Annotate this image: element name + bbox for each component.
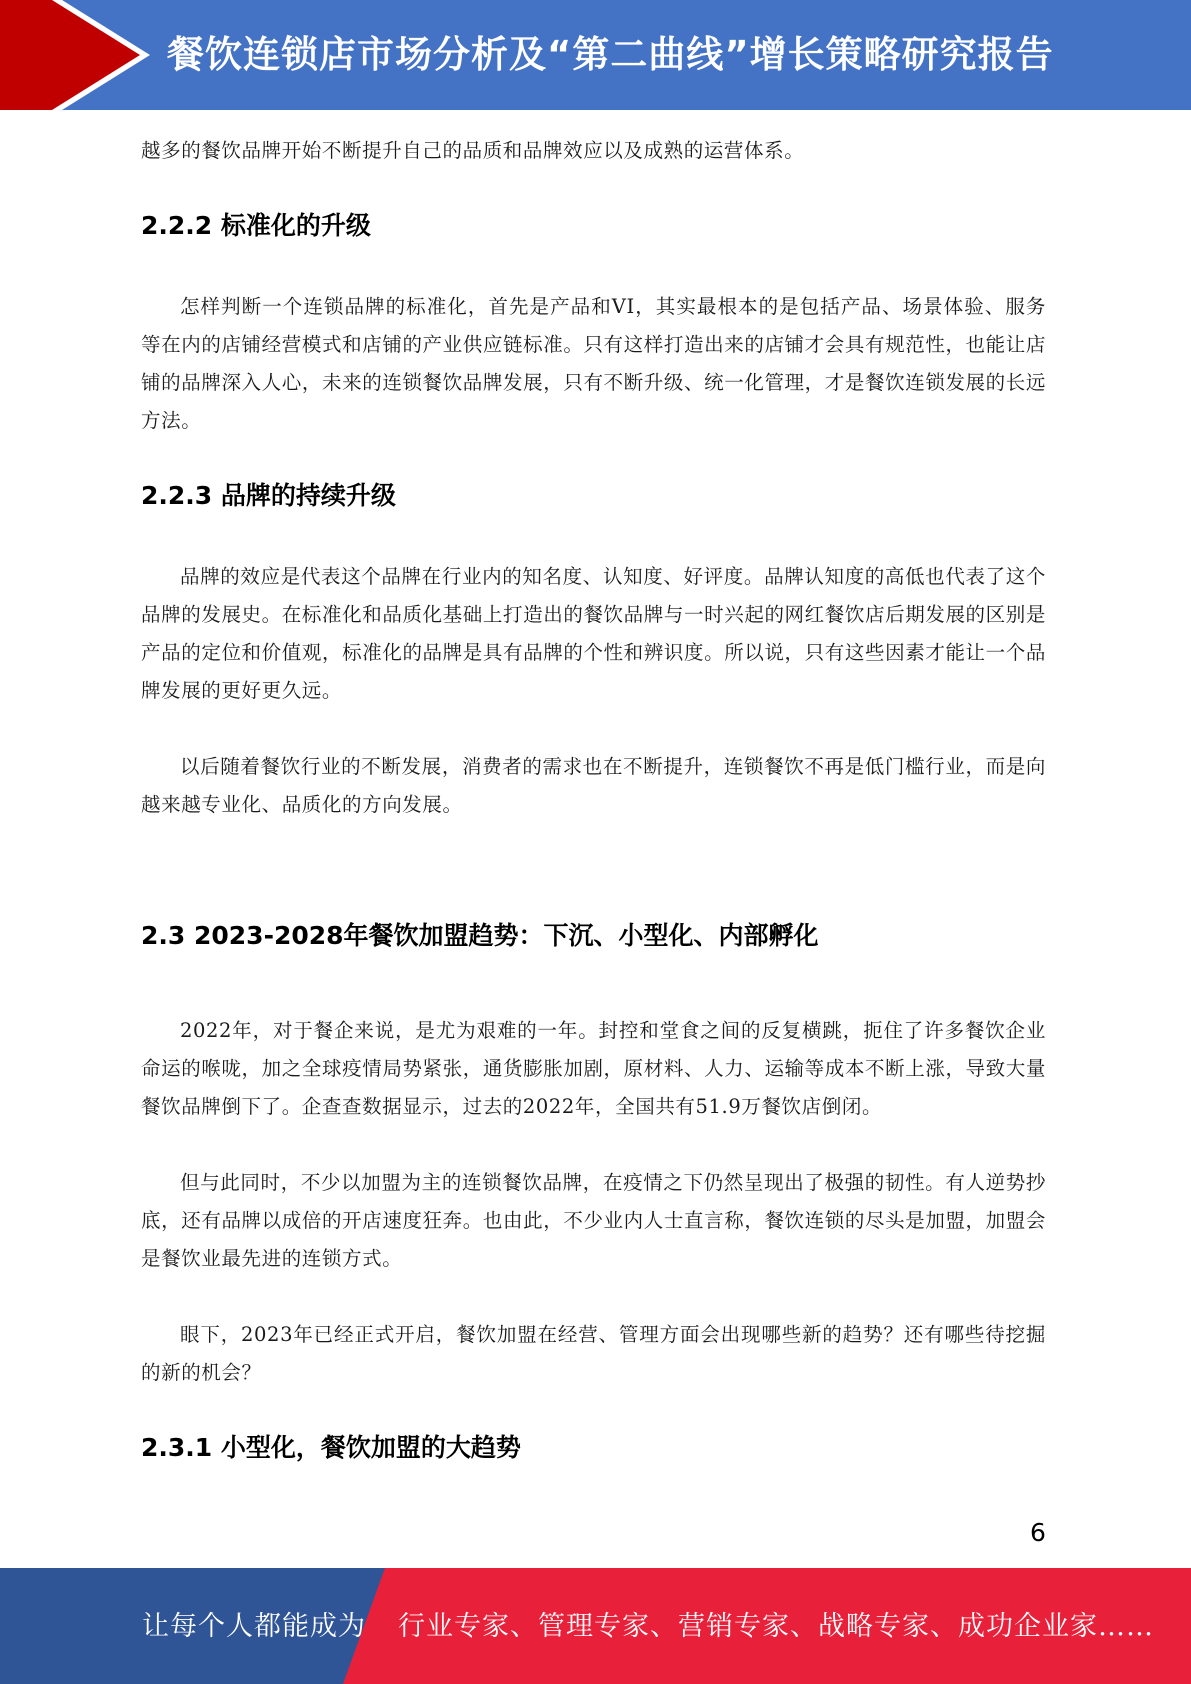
page-header (0, 0, 1191, 110)
footer-slogan-left: 让每个人都能成为 (142, 1611, 366, 1642)
page-body (141, 132, 1046, 1464)
paragraph-2-2-3-a: 品牌的效应是代表这个品牌在行业内的知名度、认知度、好评度。品牌认知度的高低也代表了这个品牌的发展史。在标准化和品质化基础上打造出的餐饮品牌与一时兴起的网红餐饮店后期发展的区别是产品的定位和价值观，标准化的品牌是具有品牌的个性和辨识度。所以说，只有这些因素才能让一个品牌发展的更好更久远。 (141, 565, 1046, 702)
paragraph-intro: 越多的餐饮品牌开始不断提升自己的品质和品牌效应以及成熟的运营体系。 (141, 139, 805, 162)
page-footer (0, 1568, 1191, 1684)
page-number: 6 (1030, 1518, 1046, 1547)
heading-2-2-3: 2.2.3 品牌的持续升级 (141, 481, 396, 510)
paragraph-2-3-a: 2022年，对于餐企来说，是尤为艰难的一年。封控和堂食之间的反复横跳，扼住了许多餐饮企业命运的喉咙，加之全球疫情局势紧张，通货膨胀加剧，原材料、人力、运输等成本不断上涨，导致大量餐饮品牌倒下了。企查查数据显示，过去的2022年，全国共有51.9万餐饮店倒闭。 (141, 1019, 1046, 1118)
paragraph-2-3-b: 但与此同时，不少以加盟为主的连锁餐饮品牌，在疫情之下仍然呈现出了极强的韧性。有人逆势抄底，还有品牌以成倍的开店速度狂奔。也由此，不少业内人士直言称，餐饮连锁的尽头是加盟，加盟会是餐饮业最先进的连锁方式。 (141, 1171, 1046, 1270)
heading-2-3-1: 2.3.1 小型化，餐饮加盟的大趋势 (141, 1433, 521, 1462)
footer-slogan-right: 行业专家、管理专家、营销专家、战略专家、成功企业家…… (398, 1611, 1154, 1642)
paragraph-2-2-3-b: 以后随着餐饮行业的不断发展，消费者的需求也在不断提升，连锁餐饮不再是低门槛行业，而是向越来越专业化、品质化的方向发展。 (141, 755, 1046, 816)
paragraph-2-3-c: 眼下，2023年已经正式开启，餐饮加盟在经营、管理方面会出现哪些新的趋势？还有哪些待挖掘的新的机会？ (141, 1323, 1046, 1384)
heading-2-2-2: 2.2.2 标准化的升级 (141, 211, 371, 240)
paragraph-2-2-2: 怎样判断一个连锁品牌的标准化，首先是产品和VI，其实最根本的是包括产品、场景体验、服务等在内的店铺经营模式和店铺的产业供应链标准。只有这样打造出来的店铺才会具有规范性，也能让店铺的品牌深入人心，未来的连锁餐饮品牌发展，只有不断升级、统一化管理，才是餐饮连锁发展的长远方法。 (141, 295, 1046, 432)
heading-2-3: 2.3 2023-2028年餐饮加盟趋势：下沉、小型化、内部孵化 (141, 921, 819, 950)
report-title: 餐饮连锁店市场分析及“第二曲线”增长策略研究报告 (167, 33, 1054, 76)
